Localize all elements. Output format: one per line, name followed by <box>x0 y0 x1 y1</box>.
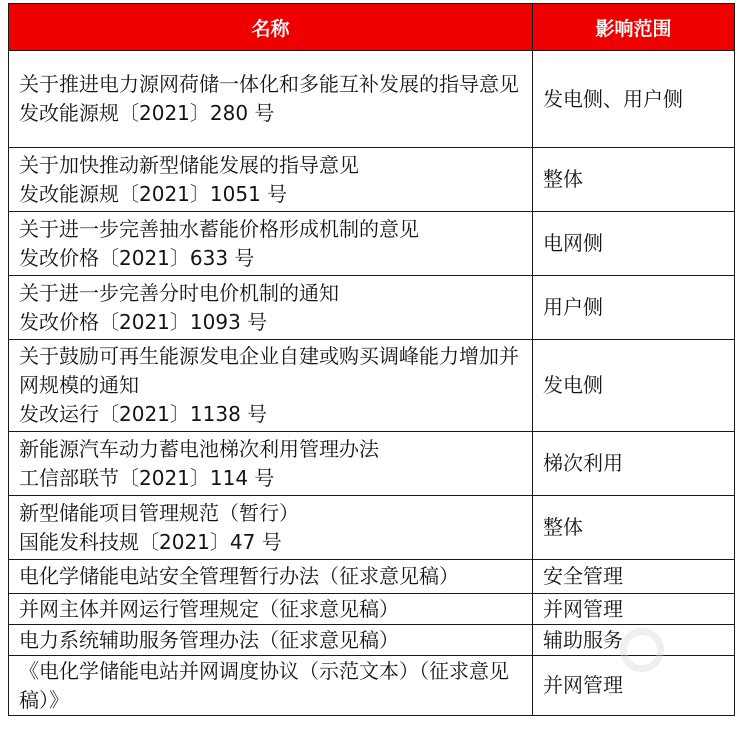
policy-doc-number: 国能发科技规〔2021〕47 号 <box>19 529 282 554</box>
policy-title: 关于进一步完善分时电价机制的通知 <box>19 280 339 305</box>
table-row <box>9 51 735 148</box>
policy-name-cell <box>9 148 533 212</box>
policy-name-cell <box>9 340 533 432</box>
policy-title: 新型储能项目管理规范（暂行） <box>19 500 299 525</box>
policy-name-cell <box>9 625 533 656</box>
policy-title: 电化学储能电站安全管理暂行办法（征求意见稿） <box>19 564 459 588</box>
policy-name-cell <box>9 212 533 276</box>
policy-name-cell <box>9 432 533 496</box>
impact-scope-cell: 安全管理 <box>533 560 735 594</box>
watermark-logo-icon <box>620 628 664 672</box>
policy-doc-number: 发改能源规〔2021〕1051 号 <box>19 181 288 206</box>
table-row <box>9 148 735 212</box>
table-row <box>9 212 735 276</box>
policy-name-cell <box>9 496 533 560</box>
impact-scope-cell: 发电侧 <box>533 340 735 432</box>
policy-title: 关于鼓励可再生能源发电企业自建或购买调峰能力增加并网规模的通知 <box>19 344 519 397</box>
impact-scope-cell: 整体 <box>533 148 735 212</box>
impact-scope-cell: 用户侧 <box>533 276 735 340</box>
table-row <box>9 560 735 594</box>
table-row <box>9 496 735 560</box>
table-row <box>9 340 735 432</box>
policy-name-cell <box>9 656 533 716</box>
impact-scope-cell: 发电侧、用户侧 <box>533 51 735 148</box>
impact-scope-cell: 整体 <box>533 496 735 560</box>
column-header-name: 名称 <box>9 4 533 51</box>
table-row <box>9 432 735 496</box>
table-row <box>9 276 735 340</box>
policy-name-cell <box>9 51 533 148</box>
policy-title: 《电化学储能电站并网调度协议（示范文本）（征求意见稿）》 <box>19 658 509 712</box>
policy-doc-number: 发改能源规〔2021〕280 号 <box>19 101 275 125</box>
policy-name-cell <box>9 560 533 594</box>
policy-name-cell <box>9 594 533 625</box>
policy-doc-number: 发改价格〔2021〕1093 号 <box>19 309 268 334</box>
impact-scope-cell: 辅助服务 <box>533 625 735 656</box>
policy-title: 关于加快推动新型储能发展的指导意见 <box>19 152 359 177</box>
impact-scope-cell: 并网管理 <box>533 656 735 716</box>
policy-title: 并网主体并网运行管理规定（征求意见稿） <box>19 596 399 621</box>
impact-scope-cell: 梯次利用 <box>533 432 735 496</box>
policy-title: 新能源汽车动力蓄电池梯次利用管理办法 <box>19 436 379 461</box>
policy-name-cell <box>9 276 533 340</box>
column-header-scope: 影响范围 <box>533 4 735 51</box>
impact-scope-cell: 并网管理 <box>533 594 735 625</box>
table-header-row <box>9 4 735 51</box>
policy-doc-number: 发改运行〔2021〕1138 号 <box>19 402 268 426</box>
table-row <box>9 594 735 625</box>
policy-title: 关于进一步完善抽水蓄能价格形成机制的意见 <box>19 216 419 241</box>
impact-scope-cell: 电网侧 <box>533 212 735 276</box>
policy-table <box>8 3 735 716</box>
policy-doc-number: 发改价格〔2021〕633 号 <box>19 245 255 270</box>
policy-title: 电力系统辅助服务管理办法（征求意见稿） <box>19 627 399 652</box>
policy-doc-number: 工信部联节〔2021〕114 号 <box>19 465 275 490</box>
policy-title: 关于推进电力源网荷储一体化和多能互补发展的指导意见 <box>19 72 519 96</box>
